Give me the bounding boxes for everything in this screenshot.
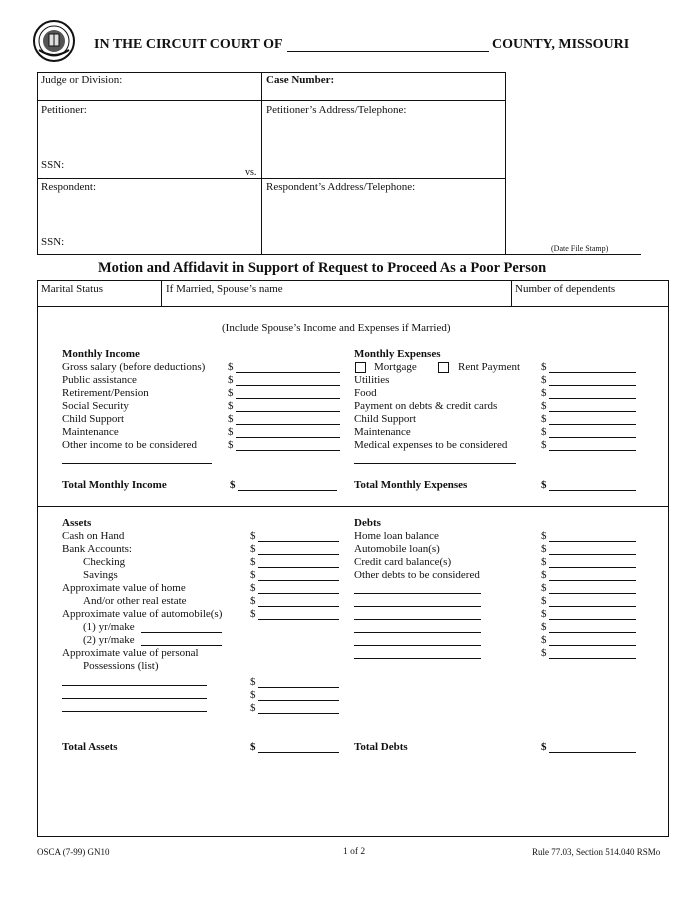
debt-other-blank[interactable] (354, 645, 481, 646)
monthly-income-heading: Monthly Income (62, 348, 140, 360)
expense-amount-field[interactable] (549, 398, 636, 399)
income-item: Other income to be considered (62, 439, 198, 451)
monthly-expenses-heading: Monthly Expenses (354, 348, 441, 360)
dollar-sign: $ (250, 530, 256, 542)
expense-item: Maintenance (354, 426, 411, 438)
possession-blank[interactable] (62, 698, 207, 699)
dollar-sign: $ (541, 634, 547, 646)
income-item: Social Security (62, 400, 129, 412)
dollar-sign: $ (541, 608, 547, 620)
dollar-sign: $ (541, 595, 547, 607)
income-item: Retirement/Pension (62, 387, 149, 399)
dollar-sign: $ (541, 621, 547, 633)
debt-item: Credit card balance(s) (354, 556, 452, 568)
asset-amount-field[interactable] (258, 713, 339, 714)
asset-amount-field[interactable] (258, 619, 339, 620)
dollar-sign: $ (541, 426, 547, 438)
vs-label: vs. (245, 167, 257, 178)
asset-item: Checking (83, 556, 126, 568)
dependents-label: Number of dependents (515, 283, 616, 295)
expense-item: Child Support (354, 413, 417, 425)
possession-blank[interactable] (62, 711, 207, 712)
dollar-sign: $ (541, 387, 547, 399)
asset-amount-field[interactable] (258, 554, 339, 555)
total-monthly-expenses-label: Total Monthly Expenses (354, 479, 468, 491)
debt-item: Automobile loan(s) (354, 543, 440, 555)
possession-blank[interactable] (62, 685, 207, 686)
mortgage-label: Mortgage (374, 361, 417, 373)
dollar-sign: $ (541, 582, 547, 594)
debt-amount-field[interactable] (549, 606, 636, 607)
dollar-sign: $ (228, 426, 234, 438)
total-debts-label: Total Debts (354, 741, 408, 753)
dollar-sign: $ (250, 689, 256, 701)
debt-other-blank[interactable] (354, 619, 481, 620)
asset-item: Approximate value of home (62, 582, 186, 594)
expense-item: Payment on debts & credit cards (354, 400, 498, 412)
income-amount-field[interactable] (236, 424, 340, 425)
dollar-sign: $ (541, 479, 547, 491)
income-amount-field[interactable] (236, 398, 340, 399)
dollar-sign: $ (228, 374, 234, 386)
dollar-sign: $ (250, 595, 256, 607)
income-item: Child Support (62, 413, 125, 425)
expense-amount-field[interactable] (549, 437, 636, 438)
asset-item: Bank Accounts: (62, 543, 132, 555)
auto2-blank[interactable] (141, 645, 222, 646)
dollar-sign: $ (250, 556, 256, 568)
income-other-blank[interactable] (62, 463, 212, 464)
income-item: Gross salary (before deductions) (62, 361, 206, 373)
expense-item: Food (354, 387, 377, 399)
income-item: Maintenance (62, 426, 119, 438)
date-file-stamp-label: (Date File Stamp) (551, 244, 609, 253)
debt-amount-field[interactable] (549, 632, 636, 633)
court-heading-suffix: COUNTY, MISSOURI (492, 37, 630, 52)
dollar-sign: $ (541, 361, 547, 373)
debt-other-blank[interactable] (354, 606, 481, 607)
debt-other-blank[interactable] (354, 593, 481, 594)
missouri-state-seal (33, 20, 75, 62)
expense-amount-field[interactable] (549, 411, 636, 412)
total-debts-field[interactable] (549, 752, 636, 753)
spouse-name-label: If Married, Spouse’s name (166, 283, 283, 295)
asset-item: Possessions (list) (83, 660, 159, 672)
asset-amount-field[interactable] (258, 580, 339, 581)
asset-amount-field[interactable] (258, 606, 339, 607)
dollar-sign: $ (250, 702, 256, 714)
debt-amount-field[interactable] (549, 619, 636, 620)
dollar-sign: $ (230, 479, 236, 491)
dollar-sign: $ (541, 569, 547, 581)
dollar-sign: $ (250, 543, 256, 555)
dollar-sign: $ (541, 374, 547, 386)
expense-item: Medical expenses to be considered (354, 439, 508, 451)
total-expenses-field[interactable] (549, 490, 636, 491)
asset-item: Savings (83, 569, 118, 581)
marital-status-label: Marital Status (41, 283, 104, 295)
asset-amount-field[interactable] (258, 593, 339, 594)
petitioner-address-label: Petitioner’s Address/Telephone: (266, 104, 407, 116)
debt-other-blank[interactable] (354, 632, 481, 633)
dollar-sign: $ (250, 741, 256, 753)
dollar-sign: $ (541, 543, 547, 555)
form-id: OSCA (7-99) GN10 (37, 847, 110, 857)
total-monthly-income-label: Total Monthly Income (62, 479, 167, 491)
total-assets-field[interactable] (258, 752, 339, 753)
income-amount-field[interactable] (236, 385, 340, 386)
dollar-sign: $ (541, 413, 547, 425)
asset-amount-field[interactable] (258, 700, 339, 701)
dollar-sign: $ (541, 647, 547, 659)
total-assets-label: Total Assets (62, 741, 118, 753)
dollar-sign: $ (541, 439, 547, 451)
debts-heading: Debts (354, 517, 381, 529)
expense-amount-field[interactable] (549, 424, 636, 425)
debt-item: Home loan balance (354, 530, 439, 542)
assets-heading: Assets (62, 517, 92, 529)
debt-amount-field[interactable] (549, 554, 636, 555)
case-number-label: Case Number: (266, 74, 335, 86)
income-amount-field[interactable] (236, 372, 340, 373)
court-heading-prefix: IN THE CIRCUIT COURT OF (94, 37, 283, 52)
mortgage-checkbox[interactable] (355, 362, 366, 373)
dollar-sign: $ (541, 530, 547, 542)
dollar-sign: $ (250, 569, 256, 581)
debt-amount-field[interactable] (549, 580, 636, 581)
dollar-sign: $ (250, 582, 256, 594)
debt-amount-field[interactable] (549, 567, 636, 568)
asset-amount-field[interactable] (258, 541, 339, 542)
asset-item: And/or other real estate (83, 595, 187, 607)
spouse-note: (Include Spouse’s Income and Expenses if Married) (222, 322, 451, 334)
asset-item: (1) yr/make (83, 621, 135, 633)
dollar-sign: $ (541, 400, 547, 412)
income-amount-field[interactable] (236, 437, 340, 438)
dollar-sign: $ (228, 387, 234, 399)
debt-item: Other debts to be considered (354, 569, 480, 581)
debt-amount-field[interactable] (549, 541, 636, 542)
debt-amount-field[interactable] (549, 658, 636, 659)
rent-payment-checkbox[interactable] (438, 362, 449, 373)
expense-amount-field[interactable] (549, 450, 636, 451)
income-amount-field[interactable] (236, 450, 340, 451)
asset-amount-field[interactable] (258, 567, 339, 568)
rule-citation: Rule 77.03, Section 514.040 RSMo (532, 847, 661, 857)
auto1-blank[interactable] (141, 632, 222, 633)
dollar-sign: $ (541, 556, 547, 568)
asset-item: Cash on Hand (62, 530, 125, 542)
expense-other-blank[interactable] (354, 463, 516, 464)
asset-item: Approximate value of automobile(s) (62, 608, 223, 620)
asset-item: Approximate value of personal (62, 647, 199, 659)
expense-amount-field[interactable] (549, 372, 636, 373)
petitioner-ssn-label: SSN: (41, 159, 65, 171)
expense-item: Utilities (354, 374, 390, 386)
petitioner-label: Petitioner: (41, 104, 87, 116)
dollar-sign: $ (541, 741, 547, 753)
asset-item: (2) yr/make (83, 634, 135, 646)
income-item: Public assistance (62, 374, 137, 386)
dollar-sign: $ (228, 361, 234, 373)
respondent-address-label: Respondent’s Address/Telephone: (266, 181, 416, 193)
expense-amount-field[interactable] (549, 385, 636, 386)
debt-amount-field[interactable] (549, 593, 636, 594)
respondent-label: Respondent: (41, 181, 96, 193)
form-title: Motion and Affidavit in Support of Request to Proceed As a Poor Person (98, 260, 547, 276)
page-number: 1 of 2 (343, 847, 366, 857)
dollar-sign: $ (228, 400, 234, 412)
dollar-sign: $ (250, 608, 256, 620)
debt-amount-field[interactable] (549, 645, 636, 646)
county-blank[interactable] (287, 51, 489, 52)
dollar-sign: $ (228, 439, 234, 451)
debt-other-blank[interactable] (354, 658, 481, 659)
asset-amount-field[interactable] (258, 687, 339, 688)
dollar-sign: $ (228, 413, 234, 425)
income-amount-field[interactable] (236, 411, 340, 412)
total-income-field[interactable] (238, 490, 337, 491)
dollar-sign: $ (250, 676, 256, 688)
judge-division-label: Judge or Division: (41, 74, 123, 86)
respondent-ssn-label: SSN: (41, 236, 65, 248)
rent-payment-label: Rent Payment (458, 361, 521, 373)
